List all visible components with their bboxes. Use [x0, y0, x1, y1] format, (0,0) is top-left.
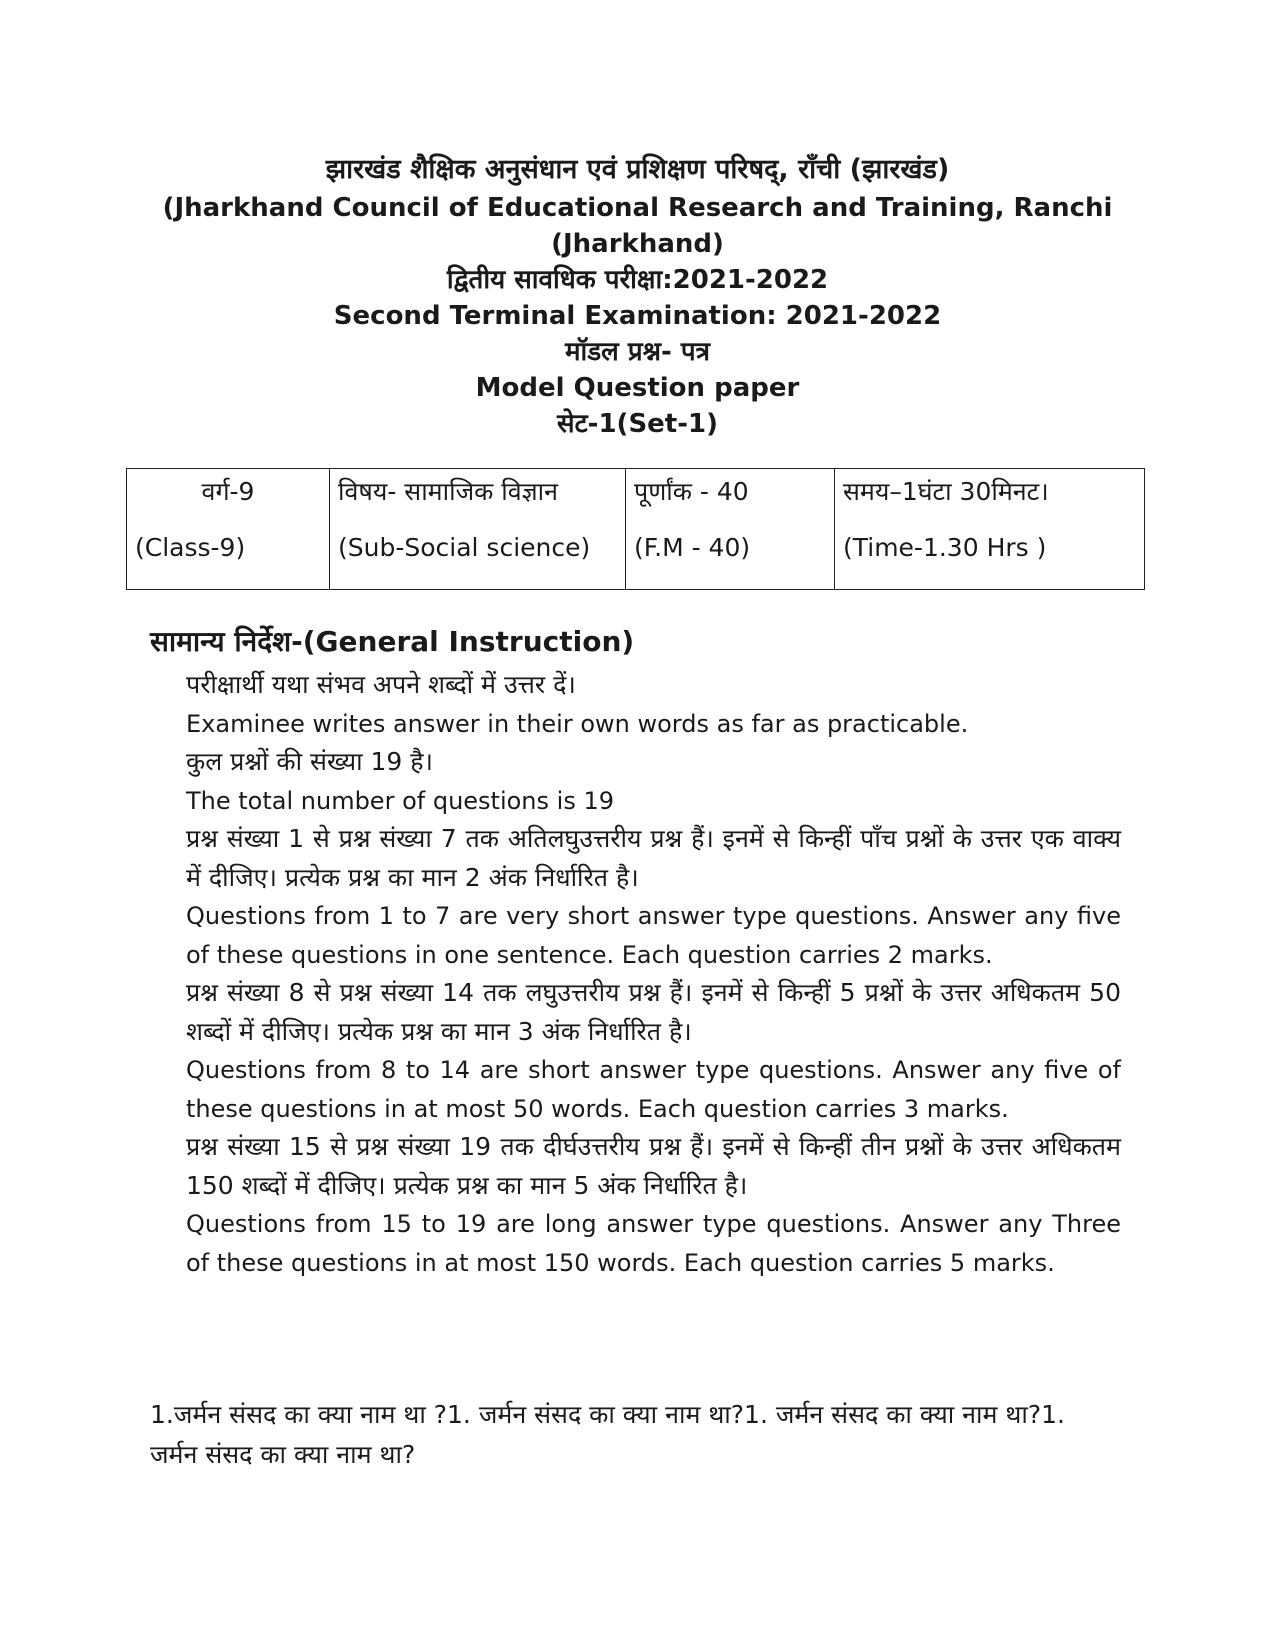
- paper-title-english: Model Question paper: [475, 373, 800, 403]
- instruction-item: The total number of questions is 19: [186, 786, 614, 815]
- subject-hindi: विषय- सामाजिक विज्ञान: [338, 477, 559, 506]
- instruction-item: परीक्षार्थी यथा संभव अपने शब्दों में उत्तर दें।: [186, 670, 576, 699]
- marks-cell: [626, 469, 835, 590]
- instruction-item: प्रश्न संख्या 1 से प्रश्न संख्या 7 तक अतिलघुउत्तरीय प्रश्न हैं। इनमें से किन्हीं पाँच प्रश्नों के उत्तर एक वाक्य में दीजिए। प्रत्येक प्रश्न का मान 2 अंक निर्धारित है।: [186, 824, 1121, 892]
- time-cell: [835, 469, 1145, 590]
- subject-english: (Sub-Social science): [338, 533, 591, 562]
- org-name-english: (Jharkhand Council of Educational Research and Training, Ranchi: [162, 193, 1113, 223]
- instruction-item: Examinee writes answer in their own words as far as practicable.: [186, 709, 969, 738]
- org-state-english: (Jharkhand): [551, 229, 724, 259]
- time-english: (Time-1.30 Hrs ): [843, 533, 1047, 562]
- exam-title-hindi: द्वितीय सावधिक परीक्षा:2021-2022: [446, 265, 829, 295]
- class-english: (Class-9): [135, 533, 246, 562]
- exam-info-table: [126, 468, 1145, 590]
- instruction-item: Questions from 8 to 14 are short answer type questions. Answer any five of these questions in at most 50 words. Each question carries 3 marks.: [186, 1056, 1121, 1123]
- class-cell: [127, 469, 330, 590]
- general-instruction-heading: सामान्य निर्देश-(General Instruction): [150, 625, 635, 658]
- org-name-hindi: झारखंड शैक्षिक अनुसंधान एवं प्रशिक्षण परिषद्, राँची (झारखंड): [325, 154, 950, 185]
- subject-cell: [330, 469, 626, 590]
- exam-title-english: Second Terminal Examination: 2021-2022: [333, 301, 942, 331]
- question-1: [150, 1395, 1110, 1475]
- question-text: 1.जर्मन संसद का क्या नाम था ?1. जर्मन संसद का क्या नाम था?1. जर्मन संसद का क्या नाम था?1. जर्मन संसद का क्या नाम था?: [150, 1400, 1065, 1469]
- full-marks-hindi: पूर्णांक - 40: [634, 477, 749, 506]
- set-label: सेट-1(Set-1): [557, 409, 718, 439]
- instruction-item: प्रश्न संख्या 8 से प्रश्न संख्या 14 तक लघुउत्तरीय प्रश्न हैं। इनमें से किन्हीं 5 प्रश्नों के उत्तर अधिकतम 50 शब्दों में दीजिए। प्रत्येक प्रश्न का मान 3 अंक निर्धारित है।: [186, 978, 1121, 1046]
- instruction-item: Questions from 15 to 19 are long answer type questions. Answer any Three of these questions in at most 150 words. Each question carries 5 marks.: [186, 1210, 1121, 1277]
- instruction-item: प्रश्न संख्या 15 से प्रश्न संख्या 19 तक दीर्घउत्तरीय प्रश्न हैं। इनमें से किन्हीं तीन प्रश्नों के उत्तर अधिकतम 150 शब्दों में दीजिए। प्रत्येक प्रश्न का मान 5 अंक निर्धारित है।: [186, 1132, 1121, 1200]
- instruction-item: कुल प्रश्नों की संख्या 19 है।: [186, 747, 433, 776]
- class-hindi: वर्ग-9: [201, 477, 255, 506]
- full-marks-english: (F.M - 40): [634, 533, 751, 562]
- document-header: [0, 150, 1275, 442]
- paper-title-hindi: मॉडल प्रश्न- पत्र: [564, 337, 710, 367]
- general-instruction-list: [186, 666, 1121, 1282]
- time-hindi: समय–1घंटा 30मिनट।: [843, 477, 1049, 506]
- instruction-item: Questions from 1 to 7 are very short answer type questions. Answer any five of these questions in one sentence. Each question carries 2 marks.: [186, 902, 1121, 969]
